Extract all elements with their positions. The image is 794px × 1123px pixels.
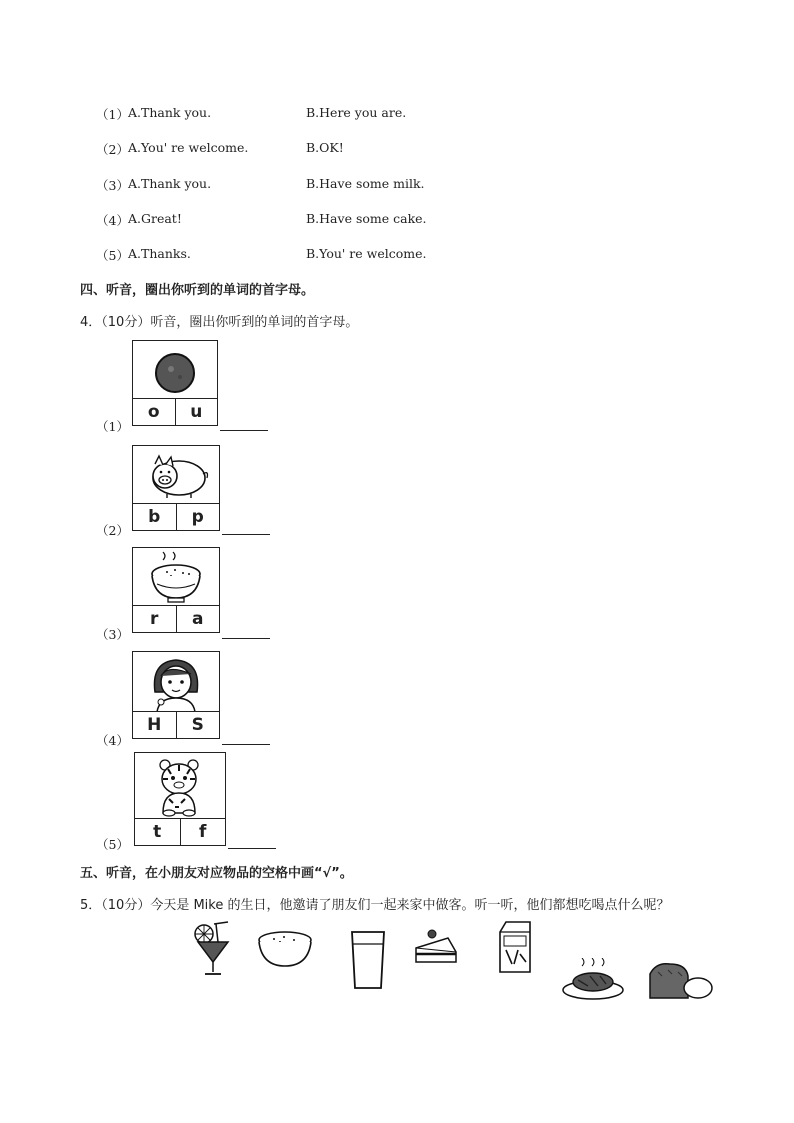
option-row-4-num: （4） [96,213,129,228]
letter-2-left[interactable]: b [133,504,177,530]
letter-5-right[interactable]: f [199,822,207,842]
milk-glass-icon [350,930,386,990]
option-row-4-b: B.Have some cake. [306,211,427,226]
option-row-3-num: （3） [96,178,129,193]
letter-1-right[interactable]: u [190,402,203,422]
section5-title: 五、听音，在小朋友对应物品的空格中画“√”。 [80,866,353,881]
letter-1-left[interactable]: o [133,399,176,425]
question4-text: 4．（10分）听音，圈出你听到的单词的首字母。 [80,315,359,330]
picture-card-1 [132,340,218,426]
item-3-num: （3） [96,627,129,642]
picture-card-3 [132,547,220,633]
picture-card-5 [134,752,226,846]
option-row-5-b: B.You' re welcome. [306,246,427,261]
answer-blank-1[interactable] [220,430,268,431]
letter-5-left[interactable]: t [135,819,181,845]
rice-bowl-icon [256,928,314,970]
section4-title: 四、听音，圈出你听到的单词的首字母。 [80,283,315,298]
item-2-num: （2） [96,523,129,538]
girl-icon [133,652,219,712]
bread-icon [646,958,716,1002]
option-row-5-a: A.Thanks. [128,246,191,261]
answer-blank-2[interactable] [222,534,270,535]
letter-2-right[interactable]: p [191,507,204,527]
item-5-num: （5） [96,837,129,852]
answer-blank-4[interactable] [222,744,270,745]
picture-card-4 [132,651,220,739]
item-1-num: （1） [96,419,129,434]
answer-blank-3[interactable] [222,638,270,639]
option-row-2-b: B.OK! [306,140,344,155]
letter-3-right[interactable]: a [192,609,204,629]
letter-4-left[interactable]: H [133,712,177,738]
option-row-2-num: （2） [96,142,129,157]
juice-icon [190,920,236,978]
option-row-3-a: A.Thank you. [128,176,212,191]
option-row-1-a: A.Thank you. [128,105,212,120]
option-row-2-a: A.You' re welcome. [128,140,249,155]
tiger-icon [135,753,225,817]
letter-4-right[interactable]: S [191,715,204,735]
item-4-num: （4） [96,733,129,748]
meat-plate-icon [560,958,626,1002]
answer-blank-5[interactable] [228,848,276,849]
option-row-4-a: A.Great! [128,211,182,226]
pig-icon [133,446,219,504]
letter-3-left[interactable]: r [133,606,177,632]
option-row-3-b: B.Have some milk. [306,176,425,191]
rice-bowl-icon [133,548,219,606]
option-row-1-b: B.Here you are. [306,105,407,120]
option-row-1-num: （1） [96,107,129,122]
question5-text: 5．（10分）今天是 Mike 的生日，他邀请了朋友们一起来家中做客。听一听，他们都想吃喝点什么呢？ [80,898,670,913]
picture-card-2 [132,445,220,531]
milk-carton-icon [496,920,536,976]
option-row-5-num: （5） [96,248,129,263]
cake-icon [412,928,460,968]
orange-icon [133,341,217,399]
